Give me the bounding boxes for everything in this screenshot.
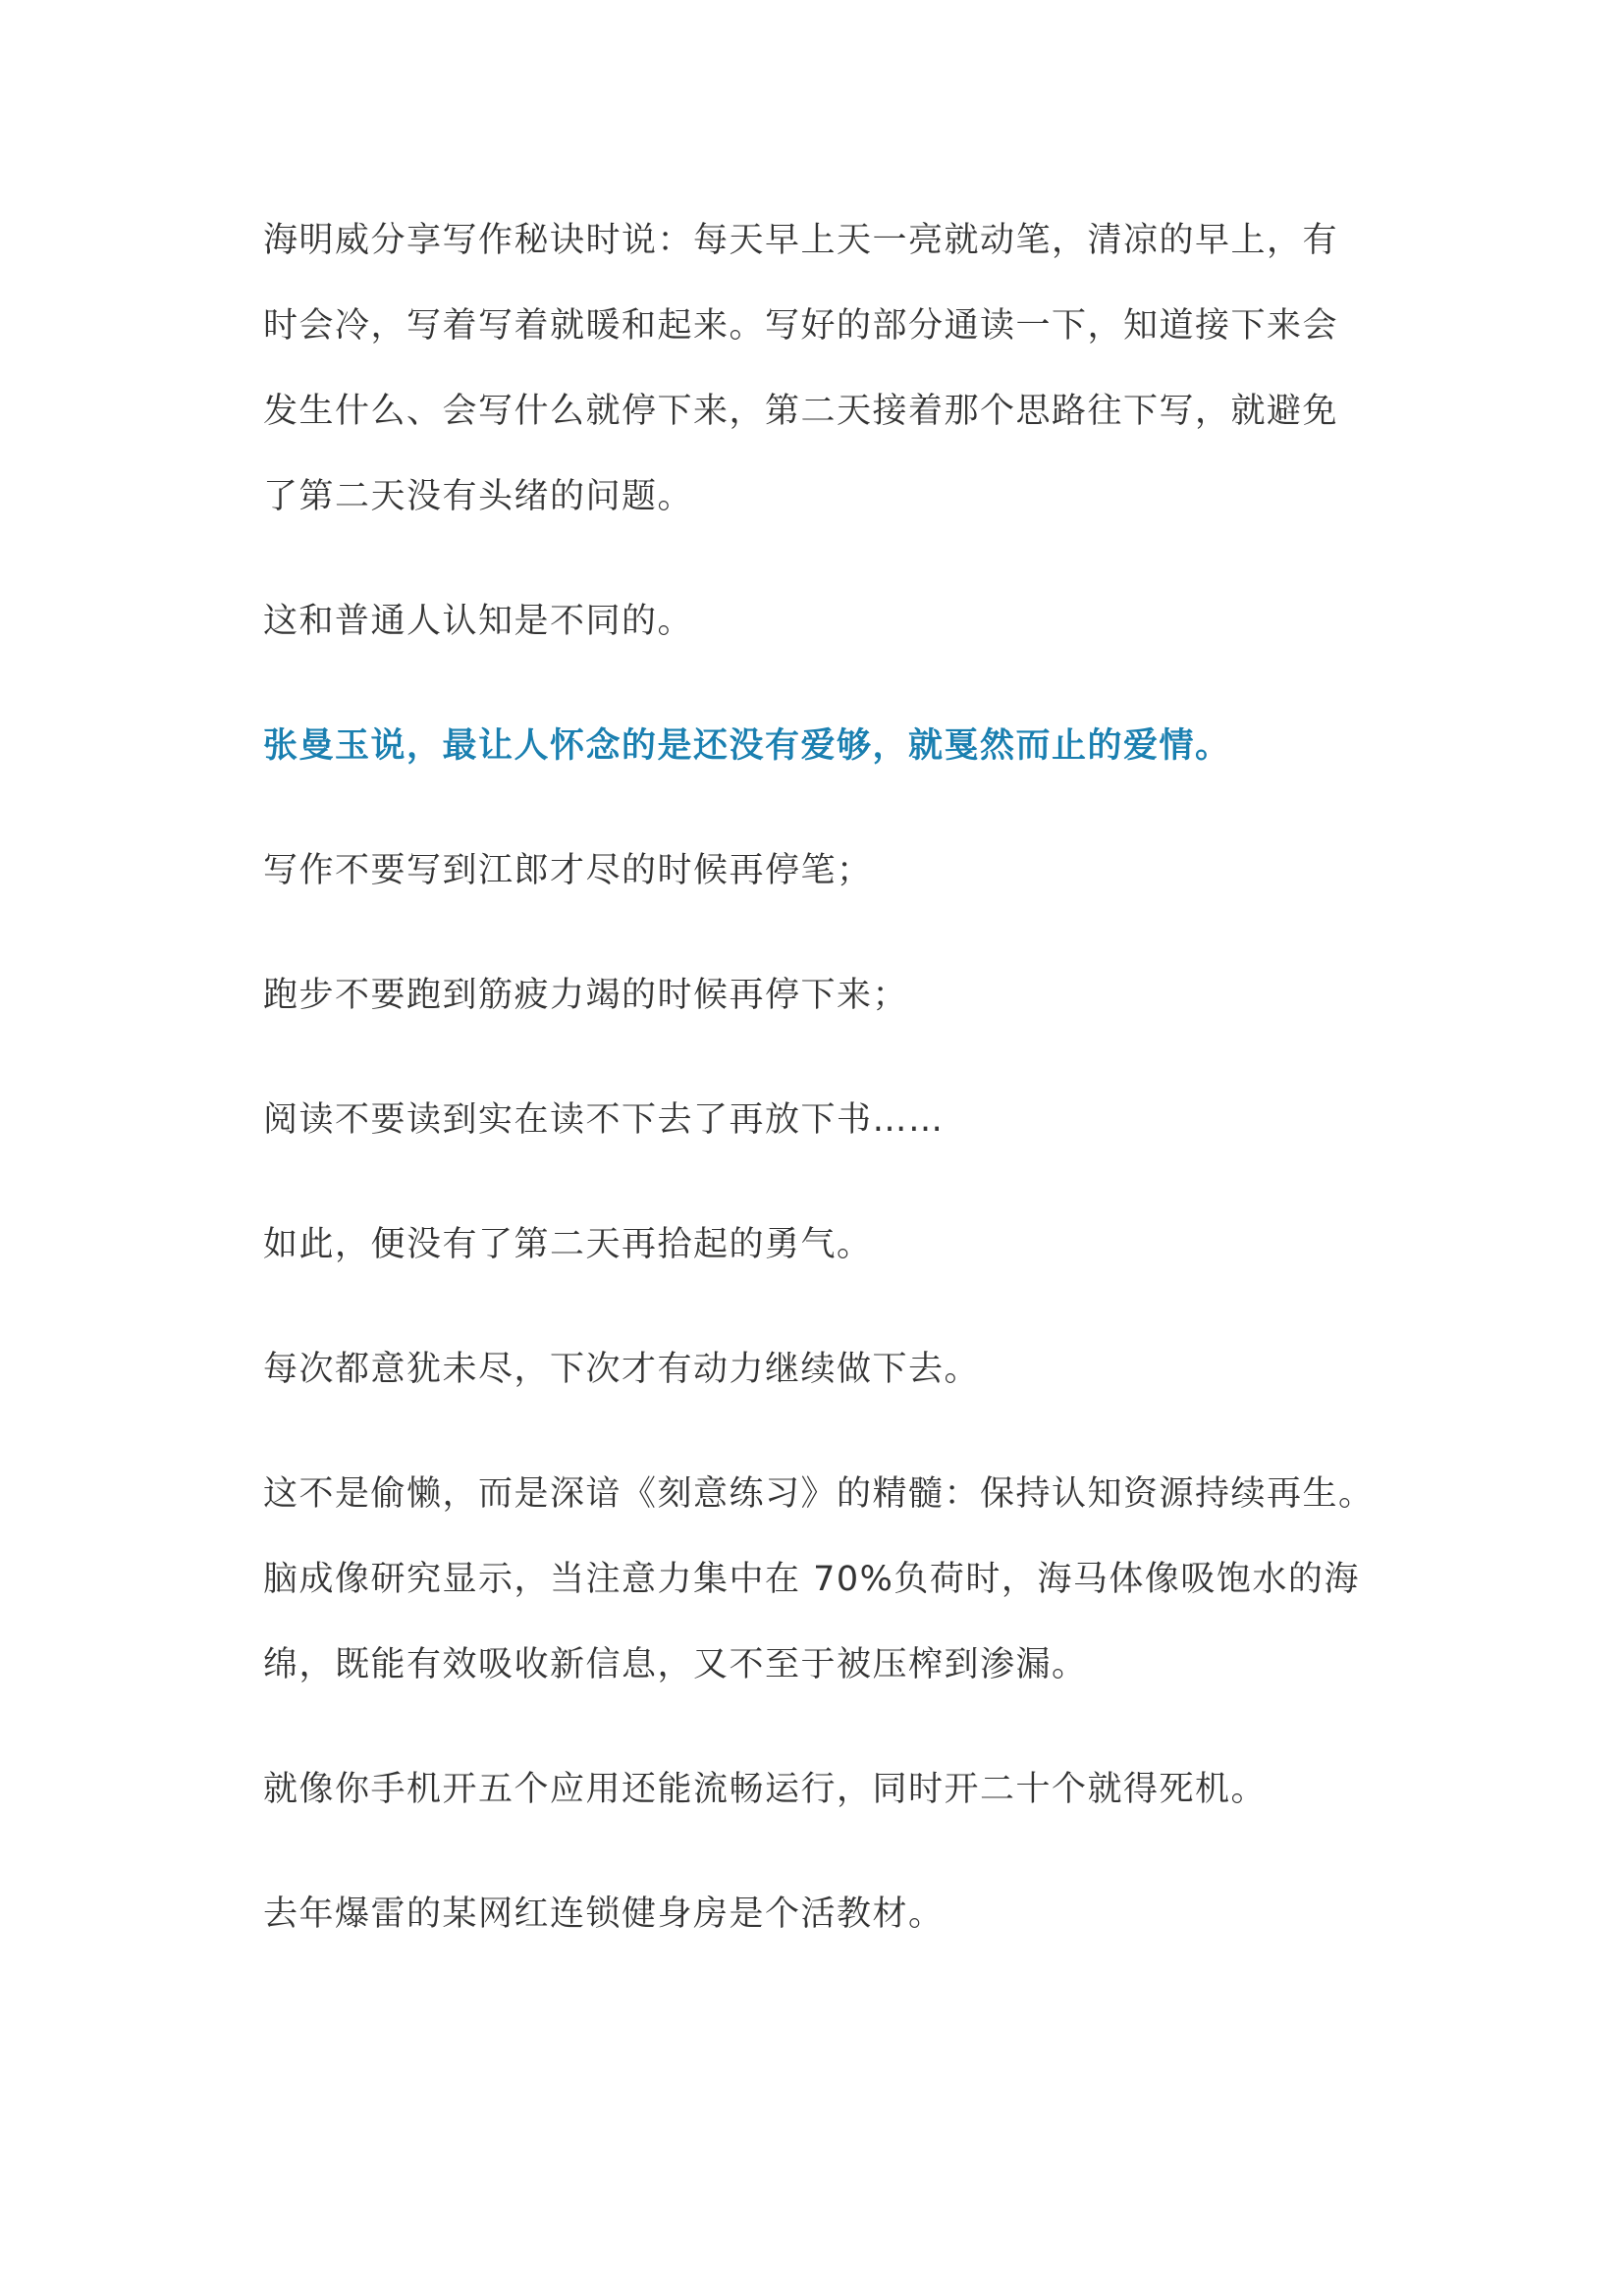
paragraph (263, 1202, 1382, 1288)
document-body (263, 198, 1382, 1997)
paragraph (263, 828, 1382, 914)
text-line: 每次都意犹未尽，下次才有动力继续做下去。 (263, 1350, 981, 1389)
text-line: 这和普通人认知是不同的。 (263, 602, 694, 641)
text-line: 写作不要写到江郎才尽的时候再停笔； (263, 851, 873, 890)
text-line: 就像你手机开五个应用还能流畅运行，同时开二十个就得死机。 (263, 1770, 1268, 1809)
text-line: 阅读不要读到实在读不下去了再放下书…… (263, 1100, 945, 1140)
text-line: 时会冷，写着写着就暖和起来。写好的部分通读一下，知道接下来会 (263, 306, 1339, 346)
paragraph (263, 1078, 1382, 1163)
paragraph (263, 1327, 1382, 1413)
text-line: 张曼玉说，最让人怀念的是还没有爱够，就戛然而止的爱情。 (263, 726, 1231, 766)
text-line: 绵，既能有效吸收新信息，又不至于被压榨到渗漏。 (263, 1645, 1088, 1684)
text-line: 脑成像研究显示，当注意力集中在 70%负荷时，海马体像吸饱水的海 (263, 1560, 1360, 1599)
paragraph (263, 579, 1382, 665)
paragraph (263, 1872, 1382, 1957)
text-line: 跑步不要跑到筋疲力竭的时候再停下来； (263, 976, 909, 1015)
text-line: 海明威分享写作秘诀时说：每天早上天一亮就动笔，清凉的早上，有 (263, 221, 1339, 260)
text-line: 如此，便没有了第二天再拾起的勇气。 (263, 1225, 873, 1264)
paragraph (263, 198, 1382, 540)
highlighted-quote-paragraph (263, 704, 1382, 789)
paragraph (263, 953, 1382, 1039)
paragraph (263, 1452, 1382, 1708)
paragraph (263, 1747, 1382, 1833)
text-line: 了第二天没有头绪的问题。 (263, 477, 694, 516)
text-line: 去年爆雷的某网红连锁健身房是个活教材。 (263, 1895, 945, 1934)
text-line: 这不是偷懒，而是深谙《刻意练习》的精髓：保持认知资源持续再生。 (263, 1474, 1375, 1514)
text-line: 发生什么、会写什么就停下来，第二天接着那个思路往下写，就避免 (263, 392, 1339, 431)
